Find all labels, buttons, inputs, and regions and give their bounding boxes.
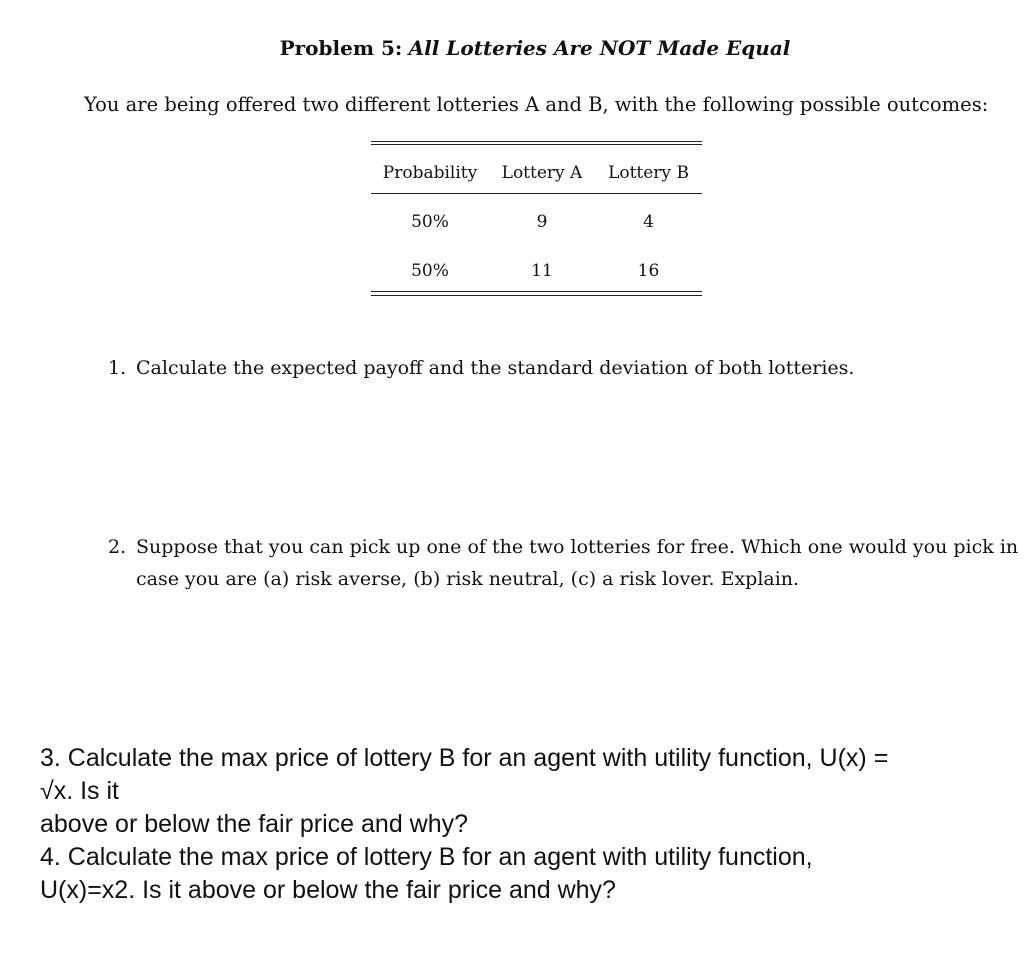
extra-question-line: above or below the fair price and why? xyxy=(40,810,469,838)
table-cell: 11 xyxy=(531,261,553,281)
question-number: 1. xyxy=(108,357,127,379)
question-number: 2. xyxy=(108,536,127,558)
table-bottom-rule xyxy=(371,291,702,296)
table-cell: 50% xyxy=(411,261,449,281)
problem-title xyxy=(0,36,1024,60)
problem-label: Problem 5: xyxy=(279,36,403,60)
extra-questions xyxy=(40,742,1020,907)
table-header-lottery-b: Lottery B xyxy=(608,163,689,183)
table-header-rule xyxy=(371,193,702,194)
table-cell: 16 xyxy=(637,261,660,281)
extra-question-line: U(x)=x2. Is it above or below the fair price and why? xyxy=(40,876,616,904)
table-header-lottery-a: Lottery A xyxy=(501,163,583,183)
table-header-probability: Probability xyxy=(382,163,478,183)
question-text: Suppose that you can pick up one of the two lotteries for free. Which one would you pick in xyxy=(136,536,1019,558)
table-cell: 4 xyxy=(643,212,654,232)
extra-question-line: 3. Calculate the max price of lottery B for an agent with utility function, U(x) = xyxy=(40,744,889,772)
extra-question-line: √x. Is it xyxy=(40,777,120,805)
problem-subtitle: All Lotteries Are NOT Made Equal xyxy=(408,36,791,60)
question-text-continued: case you are (a) risk averse, (b) risk neutral, (c) a risk lover. Explain. xyxy=(136,568,800,590)
question-text: Calculate the expected payoff and the standard deviation of both lotteries. xyxy=(136,357,855,379)
table-cell: 9 xyxy=(536,212,548,232)
table-cell: 50% xyxy=(411,212,449,232)
question-1 xyxy=(108,352,854,384)
intro-text: You are being offered two different lotteries A and B, with the following possible outcomes: xyxy=(84,93,989,116)
extra-question-line: 4. Calculate the max price of lottery B for an agent with utility function, xyxy=(40,843,813,871)
question-2 xyxy=(108,531,1018,595)
table-top-rule xyxy=(371,141,702,145)
